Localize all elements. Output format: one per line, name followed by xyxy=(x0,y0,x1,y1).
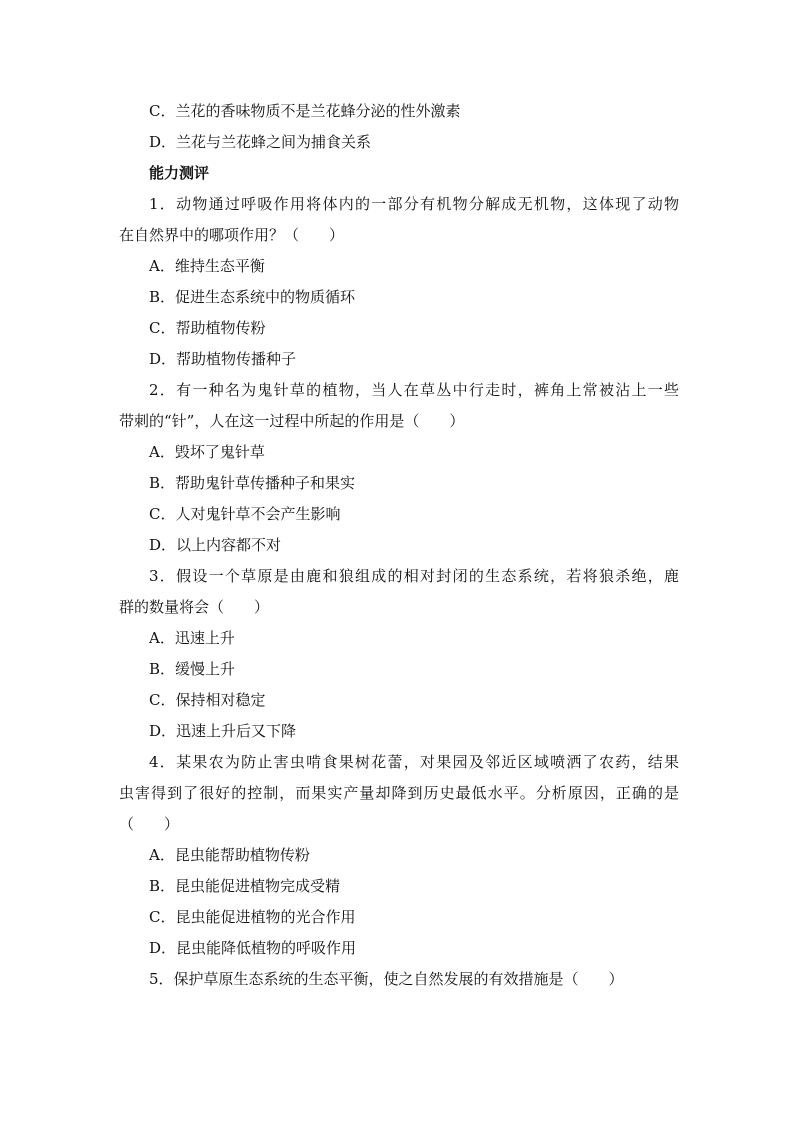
question-text-line: 在自然界中的哪项作用？（ ） xyxy=(119,226,345,244)
question-text-line: 3．假设一个草原是由鹿和狼组成的相对封闭的生态系统，若将狼杀绝，鹿 xyxy=(149,567,679,585)
question-text-line: 群的数量将会（ ） xyxy=(119,598,270,616)
option-a: A．昆虫能帮助植物传粉 xyxy=(149,846,310,864)
option-b: B．帮助鬼针草传播种子和果实 xyxy=(149,474,356,492)
option-d: D．帮助植物传播种子 xyxy=(149,350,297,368)
prev-option-d: D．兰花与兰花蜂之间为捕食关系 xyxy=(149,133,372,151)
option-a: A．毁坏了鬼针草 xyxy=(149,443,265,461)
question-5 xyxy=(119,964,679,995)
question-2 xyxy=(119,375,679,561)
option-c: C．保持相对稳定 xyxy=(149,691,266,709)
question-text-line: 带刺的“针”，人在这一过程中所起的作用是（ ） xyxy=(119,412,465,430)
option-a: A．维持生态平衡 xyxy=(149,257,265,275)
option-d: D．昆虫能降低植物的呼吸作用 xyxy=(149,939,357,957)
question-text-line: 5．保护草原生态系统的生态平衡，使之自然发展的有效措施是（ ） xyxy=(149,970,624,988)
question-text-line: 4．某果农为防止害虫啃食果树花蕾，对果园及邻近区域喷洒了农药，结果 xyxy=(149,753,679,771)
option-c: C．昆虫能促进植物的光合作用 xyxy=(149,908,356,926)
question-text-line: 虫害得到了很好的控制，而果实产量却降到历史最低水平。分析原因，正确的是 xyxy=(119,784,679,802)
question-text-line: 1．动物通过呼吸作用将体内的一部分有机物分解成无机物，这体现了动物 xyxy=(149,195,679,213)
section-title: 能力测评 xyxy=(149,164,210,182)
document-content xyxy=(119,96,679,995)
option-c: C．帮助植物传粉 xyxy=(149,319,266,337)
option-a: A．迅速上升 xyxy=(149,629,235,647)
option-d: D．以上内容都不对 xyxy=(149,536,282,554)
option-d: D．迅速上升后又下降 xyxy=(149,722,297,740)
question-1 xyxy=(119,189,679,375)
question-text-line: （ ） xyxy=(119,815,180,833)
option-b: B．缓慢上升 xyxy=(149,660,236,678)
question-text-line: 2．有一种名为鬼针草的植物，当人在草丛中行走时，裤角上常被沾上一些 xyxy=(149,381,679,399)
prev-option-c: C．兰花的香味物质不是兰花蜂分泌的性外激素 xyxy=(149,102,461,120)
option-b: B．促进生态系统中的物质循环 xyxy=(149,288,356,306)
question-3 xyxy=(119,561,679,747)
question-4 xyxy=(119,747,679,964)
option-b: B．昆虫能促进植物完成受精 xyxy=(149,877,341,895)
option-c: C．人对鬼针草不会产生影响 xyxy=(149,505,341,523)
